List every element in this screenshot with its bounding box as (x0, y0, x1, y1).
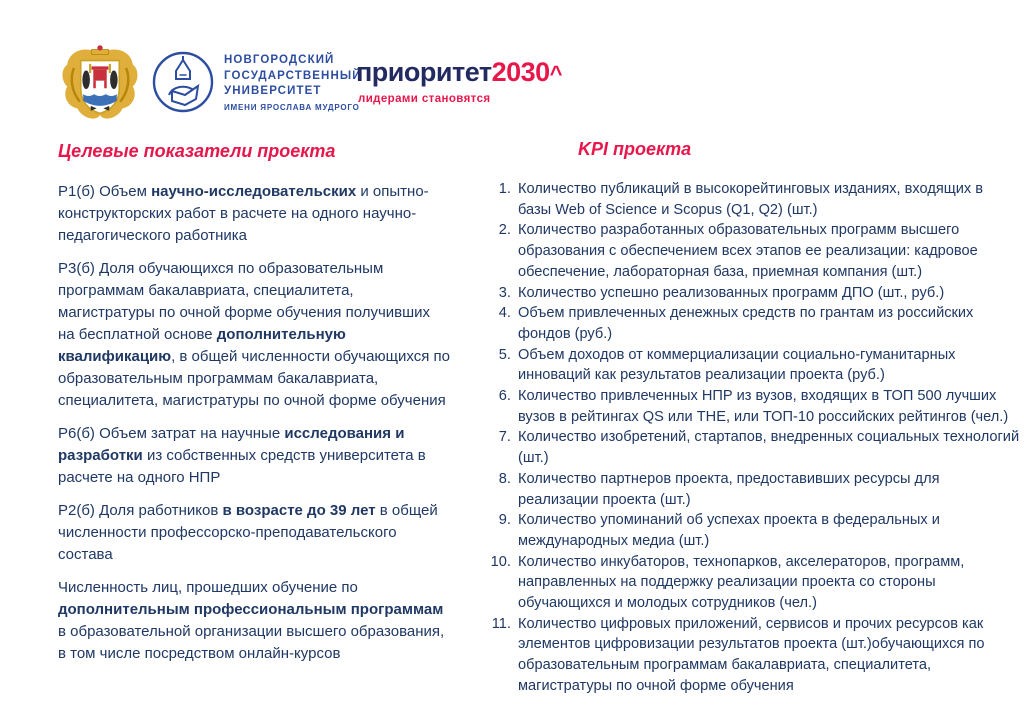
kpi-list-item: 8. Количество партнеров проекта, предоставивших ресурсы для реализации проекта (шт.) (515, 469, 1020, 510)
priority-tagline: лидерами становятся (358, 93, 491, 105)
university-subtitle: ИМЕНИ ЯРОСЛАВА МУДРОГО (224, 102, 360, 112)
text-run: и опытно-конструкторских работ в расчете на одного научно-педагогического работника (58, 183, 429, 244)
kpi-list-item: 4. Объем привлеченных денежных средств по грантам из российских фондов (руб.) (515, 303, 1020, 344)
kpi-list (485, 179, 1020, 697)
kpi-list-item: 1. Количество публикаций в высокорейтинговых изданиях, входящих в базы Web of Science и Scopus (Q1, Q2) (шт.) (515, 179, 1020, 220)
text-run: дополнительную квалификацию (58, 326, 346, 365)
university-name (224, 53, 362, 112)
text-run: в возрасте до 39 лет (222, 502, 376, 519)
priority-year: 2030 (491, 57, 550, 87)
target-indicators-section (58, 140, 450, 676)
text-run: , в общей численности обучающихся по образовательным программам бакалавриата, специалитета, магистратуры по очной форме обучения (58, 348, 450, 409)
text-run: дополнительным профессиональным программам (58, 601, 444, 618)
text-run: исследования и разработки (58, 425, 405, 464)
text-run: Р2(б) Доля работников (58, 502, 223, 519)
university-name-line: УНИВЕРСИТЕТ (224, 85, 322, 97)
kpi-title: KPI проекта (578, 139, 692, 159)
text-run: в общей численности профессорско-преподавательского состава (58, 502, 438, 563)
text-run: Р6(б) Объем затрат на научные (58, 425, 285, 442)
text-run: в образовательной организации высшего образования, в том числе посредством онлайн-курсов (58, 623, 445, 662)
text-run: Р1(б) Объем (58, 183, 152, 200)
priority-word: приоритет (356, 57, 492, 87)
indicator-paragraph-p3 (58, 258, 450, 412)
kpi-list-item: 2. Количество разработанных образовательных программ высшего образования с обеспечением всех этапов ее реализации: кадровое обеспечение, лабораторная база, приемная компания (шт.) (515, 220, 1020, 282)
kpi-list-item: 7. Количество изобретений, стартапов, внедренных социальных технологий (шт.) (515, 427, 1020, 468)
priority-2030-logo (356, 58, 562, 105)
university-emblem-icon (151, 50, 215, 119)
indicator-paragraph-dpo (58, 577, 450, 665)
priority-caret: ^ (549, 61, 563, 86)
novgorod-coat-of-arms-graphic (58, 40, 142, 128)
text-run: научно-исследовательских (151, 183, 357, 200)
text-run: Р3(б) Доля обучающихся по образовательным программам бакалавриата, специалитета, магистратуры по очной форме обучения получивших на бесплатной основе (58, 260, 431, 343)
kpi-list-item: 9. Количество упоминаний об успехах проекта в федеральных и международных медиа (шт.) (515, 510, 1020, 551)
kpi-list-item: 5. Объем доходов от коммерциализации социально-гуманитарных инноваций как результатов реализации проекта (руб.) (515, 345, 1020, 386)
kpi-section (485, 138, 1020, 697)
indicator-paragraph-p2 (58, 500, 450, 566)
indicator-paragraph-p6 (58, 423, 450, 489)
target-indicators-title: Целевые показатели проекта (58, 141, 336, 161)
novsu-emblem-graphic (151, 50, 215, 114)
kpi-list-item: 6. Количество привлеченных НПР из вузов, входящих в ТОП 500 лучших вузов в рейтингах QS или THE, или ТОП-10 российских рейтингов (чел.) (515, 386, 1020, 427)
kpi-list-item: 10. Количество инкубаторов, технопарков, акселераторов, программ, направленных на поддержку реализации проекта со стороны обучающихся и молодых сотрудников (чел.) (515, 552, 1020, 614)
university-name-line: ГОСУДАРСТВЕННЫЙ (224, 69, 362, 82)
kpi-list-item: 11. Количество цифровых приложений, сервисов и прочих ресурсов как элементов цифровизации результатов проекта (шт.)обучающихся по образовательным программам бакалавриата, специалитета, магистратуры по очной форме обучения (515, 614, 1020, 697)
indicator-paragraph-p1 (58, 181, 450, 247)
university-name-line: НОВГОРОДСКИЙ (224, 54, 335, 66)
kpi-list-item: 3. Количество успешно реализованных программ ДПО (шт., руб.) (515, 283, 1020, 304)
text-run: Численность лиц, прошедших обучение по (58, 579, 358, 596)
coat-of-arms-icon (58, 40, 142, 133)
text-run: из собственных средств университета в расчете на одного НПР (58, 447, 426, 486)
priority-2030-wordmark (356, 58, 562, 88)
